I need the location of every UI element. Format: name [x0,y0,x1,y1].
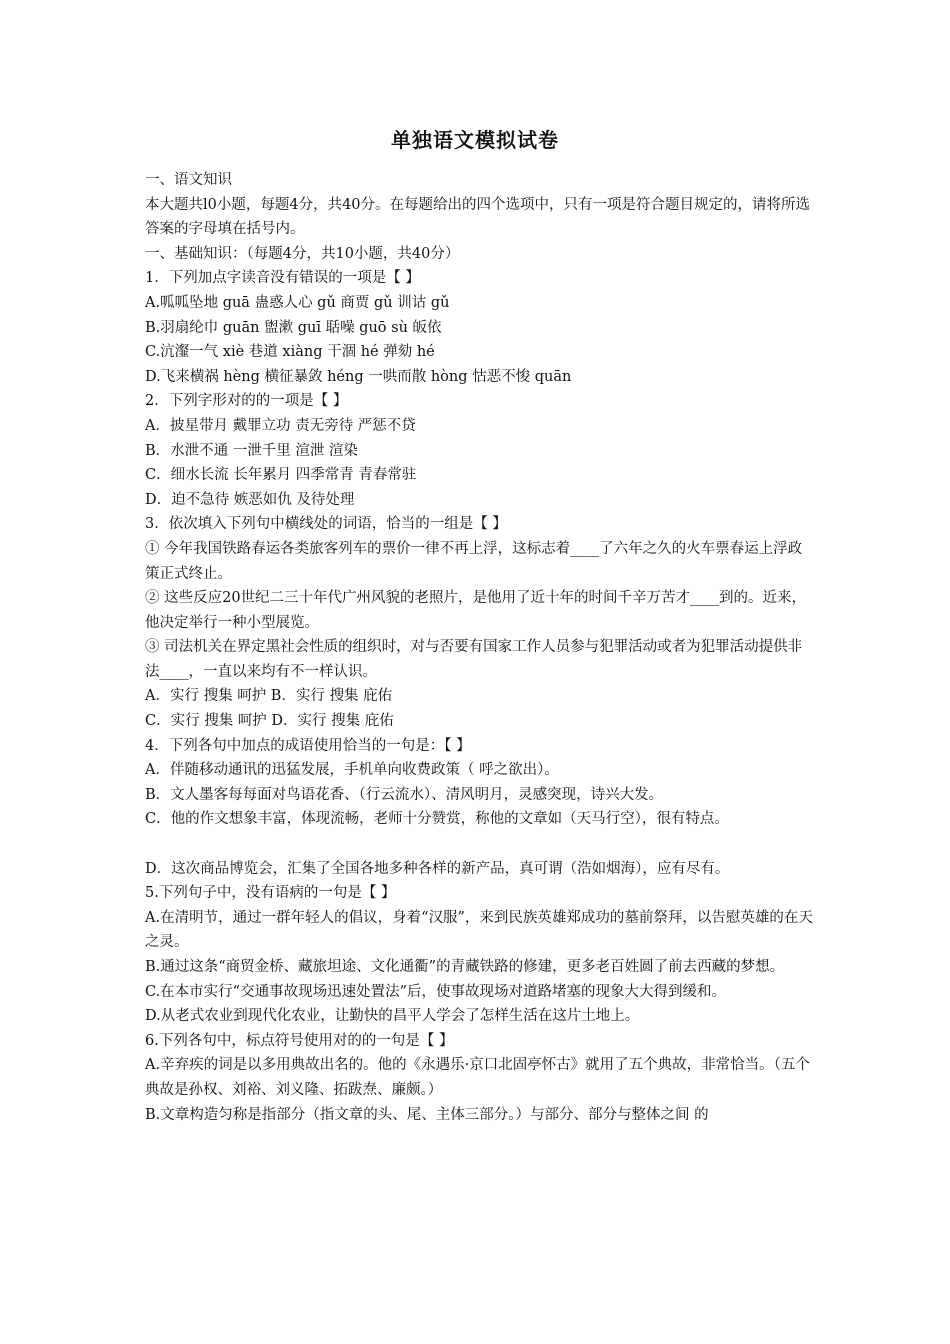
option-a: A.在清明节，通过一群年轻人的倡议，身着“汉服”，来到民族英雄郑成功的墓前祭拜，以告慰英雄的在天之灵。 [145,909,813,951]
question-1 [145,266,813,389]
question-2 [145,389,813,512]
option-a: A．伴随移动通讯的迅猛发展，手机单向收费政策（ 呼之欲出）。 [145,762,559,779]
question-stem: 4．下列各句中加点的成语使用恰当的一句是：【 】 [145,737,471,754]
question-4 [145,734,813,882]
blank-line [145,832,813,857]
option-d: D.飞来横祸 hèng 横征暴敛 héng 一哄而散 hòng 怙恶不悛 quān [145,368,572,385]
question-5 [145,881,813,1029]
option-c: C.在本市实行“交通事故现场迅速处置法”后，使事故现场对道路堵塞的现象大大得到缓和。 [145,983,727,1000]
question-6 [145,1029,813,1127]
option-d: D．迫不急待 嫉恶如仇 及待处理 [145,491,355,508]
section-heading: 一、语文知识 [145,172,232,188]
question-3 [145,512,813,733]
question-stem: 2．下列字形对的的一项是【 】 [145,393,348,410]
option-b: B．水泄不通 一泄千里 渲泄 渲染 [145,442,358,459]
option-d: D．这次商品博览会，汇集了全国各地多种各样的新产品，真可谓（浩如烟海），应有尽有。 [145,860,730,877]
document-body [145,168,813,1127]
options-c-d: C．实行 搜集 呵护 D．实行 搜集 庇佑 [145,713,394,730]
question-stem: 6.下列各句中，标点符号使用对的的一句是【 】 [145,1032,454,1049]
option-d: D.从老式农业到现代化农业，让勤快的昌平人学会了怎样生活在这片土地上。 [145,1008,640,1025]
options-a-b: A．实行 搜集 呵护 B．实行 搜集 庇佑 [145,688,393,705]
sentence-1: ① 今年我国铁路春运各类旅客列车的票价一律不再上浮，这标志着____了六年之久的火车票春运上浮政策正式终止。 [145,540,803,582]
option-a: A.呱呱坠地 guā 蛊惑人心 gǔ 商贾 gǔ 训诂 gǔ [145,294,450,311]
option-a: A.辛弃疾的词是以多用典故出名的。他的《永遇乐·京口北固亭怀古》就用了五个典故，非常恰当。（五个典故是孙权、刘裕、刘义隆、拓跋焘、廉颇。） [145,1057,810,1098]
sentence-3: ③ 司法机关在界定黑社会性质的组织时，对与否要有国家工作人员参与犯罪活动或者为犯罪活动提供非法____，一直以来均有不一样认识。 [145,639,803,680]
option-c: C．细水长流 长年累月 四季常青 青春常驻 [145,467,417,484]
question-stem: 1．下列加点字读音没有错误的一项是【 】 [145,270,420,287]
option-a: A．披星带月 戴罪立功 责无旁待 严惩不贷 [145,417,416,434]
option-b: B.文章构造匀称是指部分（指文章的头、尾、主体三部分。）与部分、部分与整体之间 的 [145,1106,709,1123]
instructions-paragraph: 本大题共l0小题，每题4分，共40分。在每题给出的四个选项中，只有一项是符合题目规定的，请将所选答案的字母填在括号内。 [145,196,811,238]
question-stem: 5.下列句子中，没有语病的一句是【 】 [145,885,396,902]
option-b: B.通过这条“商贸金桥、藏旅坦途、文化通衢”的青藏铁路的修建，更多老百姓圆了前去西藏的梦想。 [145,959,785,975]
page-title: 单独语文模拟试卷 [391,128,559,152]
question-stem: 3．依次填入下列句中横线处的词语，恰当的一组是【 】 [145,516,507,533]
sentence-2: ② 这些反应20世纪二三十年代广州风貌的老照片，是他用了近十年的时间千辛万苦才____到的。近来，他决定举行一种小型展览。 [145,590,807,631]
option-b: B.羽扇纶巾 guān 盥漱 guī 聒噪 guō sù 皈依 [145,319,442,336]
basic-knowledge-heading: 一、基础知识：（每题4分，共10小题，共40分） [145,245,460,262]
option-c: C．他的作文想象丰富，体现流畅，老师十分赞赏，称他的文章如（天马行空），很有特点。 [145,811,729,828]
option-c: C.沆瀣一气 xiè 巷道 xiàng 干涸 hé 弹劾 hé [145,344,435,361]
option-b: B．文人墨客每每面对鸟语花香、（行云流水）、清风明月，灵感突现，诗兴大发。 [145,786,664,803]
